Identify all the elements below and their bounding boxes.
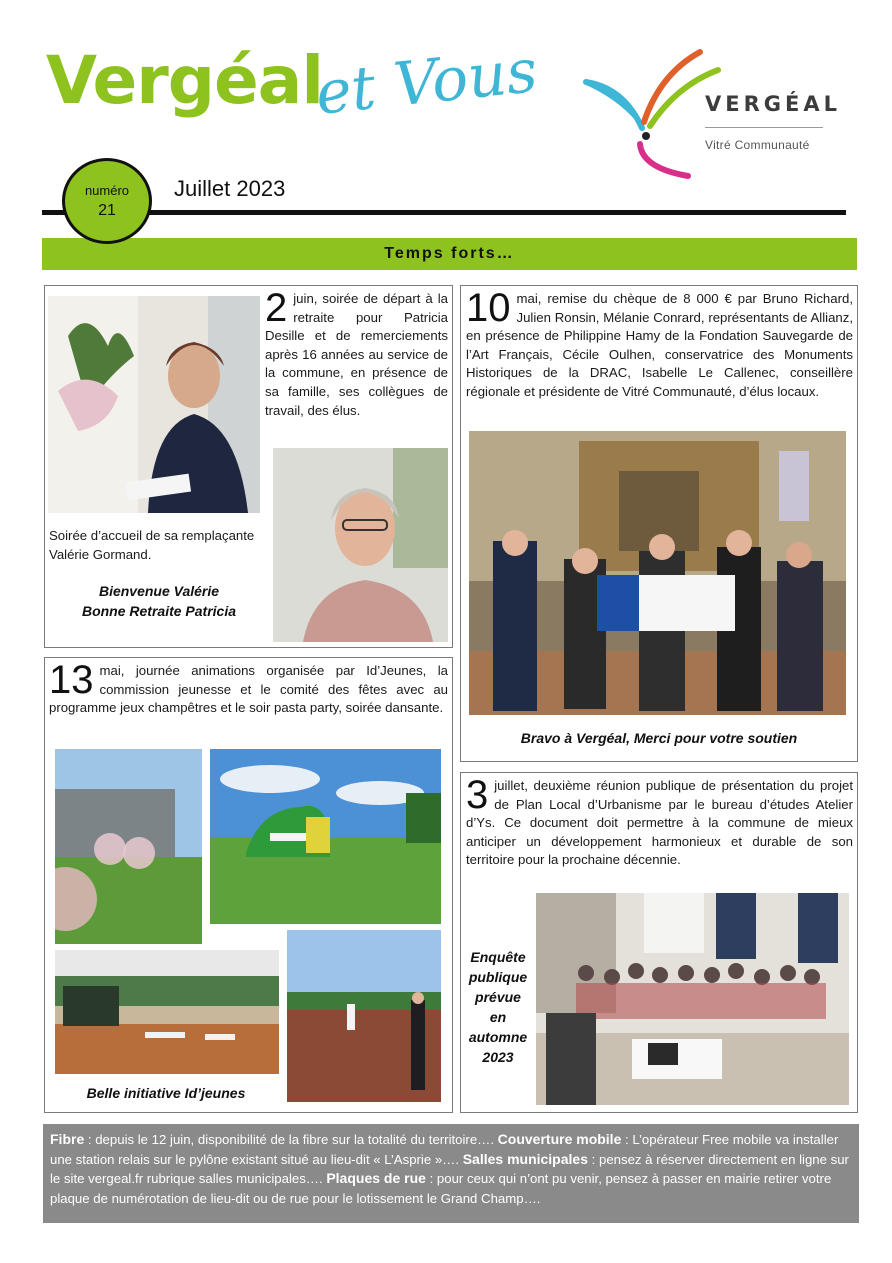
plu-note-line: prévue	[475, 989, 521, 1005]
section-title: Temps forts…	[384, 245, 515, 262]
plu-note-line: automne	[468, 1029, 528, 1045]
photo-valerie	[273, 448, 448, 642]
brand-title: Vergéal	[46, 42, 323, 119]
issue-label: numéro	[84, 182, 130, 198]
fibre-label: Fibre	[50, 1131, 85, 1147]
plu-day: 3	[466, 773, 489, 817]
plaques-text: : pour ceux qui n’ont pu venir, pensez à passer en mairie retirer votre plaque de numérotation de lieu-dit ou de rue pour le lotissement le Grand Champ….	[50, 1171, 832, 1206]
plu-note-line: publique	[468, 969, 528, 985]
photo-cheque-ceremony	[469, 431, 846, 715]
plu-body: juillet, deuxième réunion publique de présentation du projet de Plan Local d’Urbanisme par le bureau d’études Atelier d’Ys. Ce document doit permettre à la commune de mieux anticiper un développement harmonieux et durable de son territoire pour la prochaine décennie.	[466, 778, 853, 868]
idjeunes-text	[49, 658, 448, 718]
idjeunes-day: 13	[49, 658, 94, 702]
photo-inflatable	[210, 749, 441, 924]
retirement-welcome-text: Soirée d’accueil de sa remplaçante Valérie Gormand.	[49, 528, 255, 562]
plu-note-line: en	[489, 1009, 507, 1025]
issue-number: 21	[98, 201, 116, 219]
photo-retirement-patricia	[48, 296, 260, 513]
retirement-text	[265, 286, 448, 420]
mobile-text: : L’opérateur Free mobile va installer une station relais sur le pylône existant situé au lieu-dit « L’Asprie »….	[50, 1132, 839, 1167]
plu-note-line: Enquête	[470, 949, 526, 965]
issue-badge	[62, 158, 152, 244]
header-divider	[42, 210, 846, 215]
brand-subtitle: et Vous	[312, 35, 541, 129]
fibre-text: : depuis le 12 juin, disponibilité de la fibre sur la totalité du territoire….	[84, 1132, 498, 1147]
cheque-body: mai, remise du chèque de 8 000 € par Bruno Richard, Julien Ronsin, Mélanie Conrard, représentants de Allianz, en présence de Philippine Hamy de la Fondation Sauvegarde de l’Art Français, Cécile Oulhen, conservatrice des Monuments Historiques de la DRAC, Isabelle Le Callenec, conseillère régionale et présidente de Vitré Communauté, d’élus locaux.	[466, 291, 853, 399]
cheque-caption: Bravo à Vergéal, Merci pour votre soutien	[520, 730, 798, 746]
plu-text	[466, 773, 853, 870]
photo-sports-hall	[55, 950, 279, 1074]
plu-note-line: 2023	[482, 1049, 514, 1065]
retirement-day: 2	[265, 286, 288, 330]
cheque-day: 10	[466, 286, 511, 330]
section-bar	[42, 238, 857, 270]
logo-name: VERGÉAL	[705, 92, 841, 116]
salles-text: : pensez à réserver directement en ligne sur le site vergeal.fr rubrique salles municipales….	[50, 1151, 849, 1186]
salles-label: Salles municipales	[462, 1150, 588, 1167]
cheque-text	[466, 286, 853, 402]
plaques-label: Plaques de rue	[326, 1170, 426, 1186]
logo-subtitle: Vitré Communauté	[705, 138, 810, 152]
retirement-caption-line2: Bonne Retraite Patricia	[81, 603, 237, 619]
idjeunes-caption: Belle initiative Id’jeunes	[86, 1085, 246, 1101]
idjeunes-body: mai, journée animations organisée par Id’Jeunes, la commission jeunesse et le comité des fêtes avec au programme jeux champêtres et le soir pasta party, soirée dansante.	[49, 663, 448, 716]
photo-bubble-football	[55, 749, 202, 944]
issue-date: Juillet 2023	[174, 176, 286, 201]
plu-side-note	[464, 947, 532, 1067]
info-banner	[43, 1124, 859, 1223]
retirement-body: juin, soirée de départ à la retraite pour Patricia Desille et de remerciements après 16 années au service de la commune, en présence de sa famille, ses collègues de travail, des élus.	[265, 291, 448, 418]
logo-divider	[705, 127, 823, 128]
photo-public-meeting	[536, 893, 849, 1105]
photo-track-games	[287, 930, 441, 1102]
retirement-caption-line1: Bienvenue Valérie	[98, 583, 220, 599]
mobile-label: Couverture mobile	[497, 1131, 622, 1147]
